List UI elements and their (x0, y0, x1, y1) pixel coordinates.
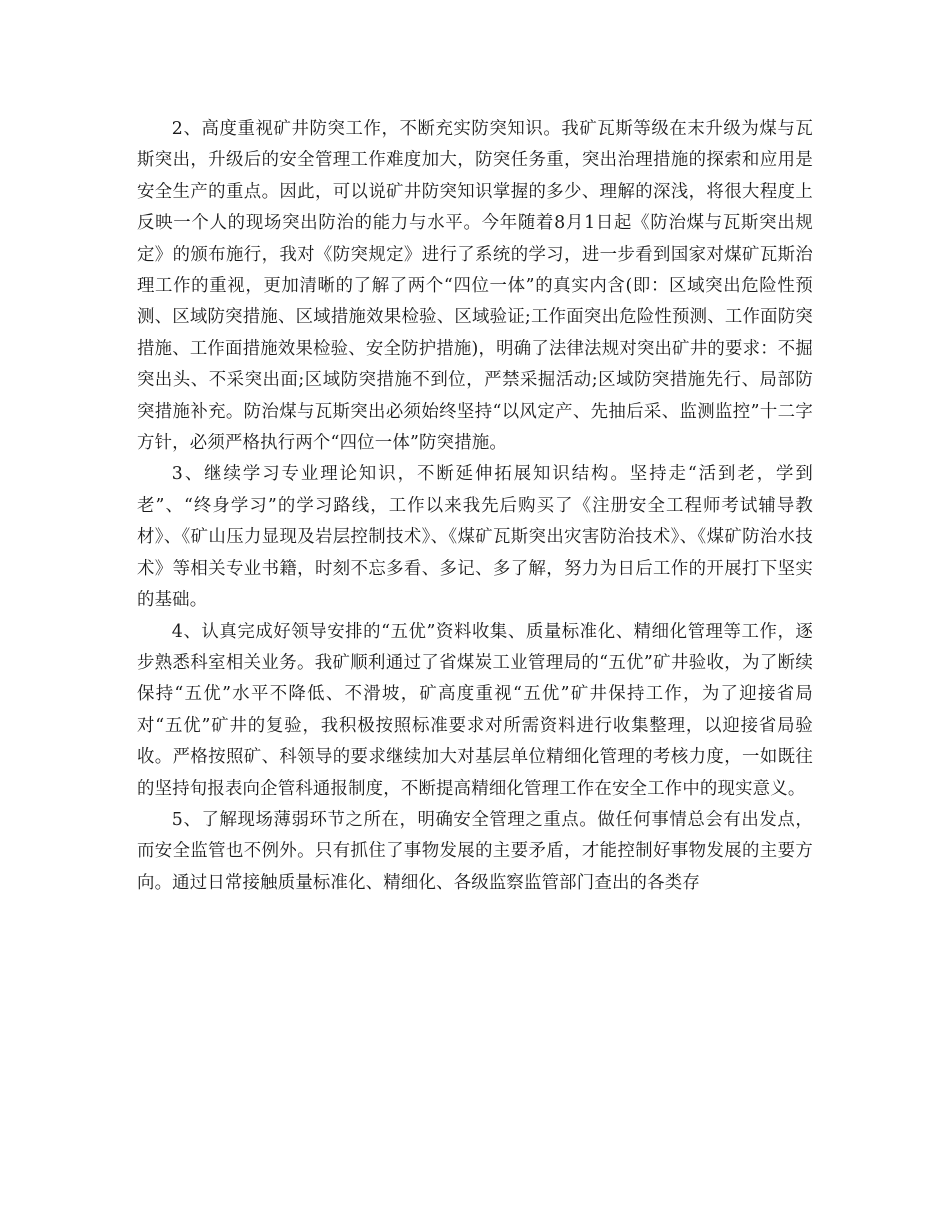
paragraph-5: 5、了解现场薄弱环节之所在，明确安全管理之重点。做任何事情总会有出发点，而安全监管也不例外。只有抓住了事物发展的主要矛盾，才能控制好事物发展的主要方向。通过日常接触质量标准化、精细化、各级监察监管部门查出的各类存 (137, 809, 813, 893)
document-body (137, 114, 813, 899)
paragraph-3: 3、继续学习专业理论知识，不断延伸拓展知识结构。坚持走“活到老，学到老”、“终身学习”的学习路线，工作以来我先后购买了《注册安全工程师考试辅导教材》、《矿山压力显现及岩层控制技术》、《煤矿瓦斯突出灾害防治技术》、《煤矿防治水技术》等相关专业书籍，时刻不忘多看、多记、多了解，努力为日后工作的开展打下坚实的基础。 (137, 464, 813, 611)
paragraph-4: 4、认真完成好领导安排的“五优”资料收集、质量标准化、精细化管理等工作，逐步熟悉科室相关业务。我矿顺利通过了省煤炭工业管理局的“五优”矿井验收，为了断续保持“五优”水平不降低、不滑坡，矿高度重视“五优”矿井保持工作，为了迎接省局对“五优”矿井的复验，我积极按照标准要求对所需资料进行收集整理，以迎接省局验收。严格按照矿、科领导的要求继续加大对基层单位精细化管理的考核力度，一如既往的坚持旬报表向企管科通报制度，不断提高精细化管理工作在安全工作中的现实意义。 (137, 621, 813, 799)
paragraph-2: 2、高度重视矿井防突工作，不断充实防突知识。我矿瓦斯等级在末升级为煤与瓦斯突出，升级后的安全管理工作难度加大，防突任务重，突出治理措施的探索和应用是安全生产的重点。因此，可以说矿井防突知识掌握的多少、理解的深浅，将很大程度上反映一个人的现场突出防治的能力与水平。今年随着8月1日起《防治煤与瓦斯突出规定》的颁布施行，我对《防突规定》进行了系统的学习，进一步看到国家对煤矿瓦斯治理工作的重视，更加清晰的了解了两个“四位一体”的真实内含(即：区域突出危险性预测、区域防突措施、区域措施效果检验、区域验证;工作面突出危险性预测、工作面防突措施、工作面措施效果检验、安全防护措施)，明确了法律法规对突出矿井的要求：不掘突出头、不采突出面;区域防突措施不到位，严禁采掘活动;区域防突措施先行、局部防突措施补充。防治煤与瓦斯突出必须始终坚持“以风定产、先抽后采、监测监控”十二字方针，必须严格执行两个“四位一体”防突措施。 (137, 119, 813, 454)
